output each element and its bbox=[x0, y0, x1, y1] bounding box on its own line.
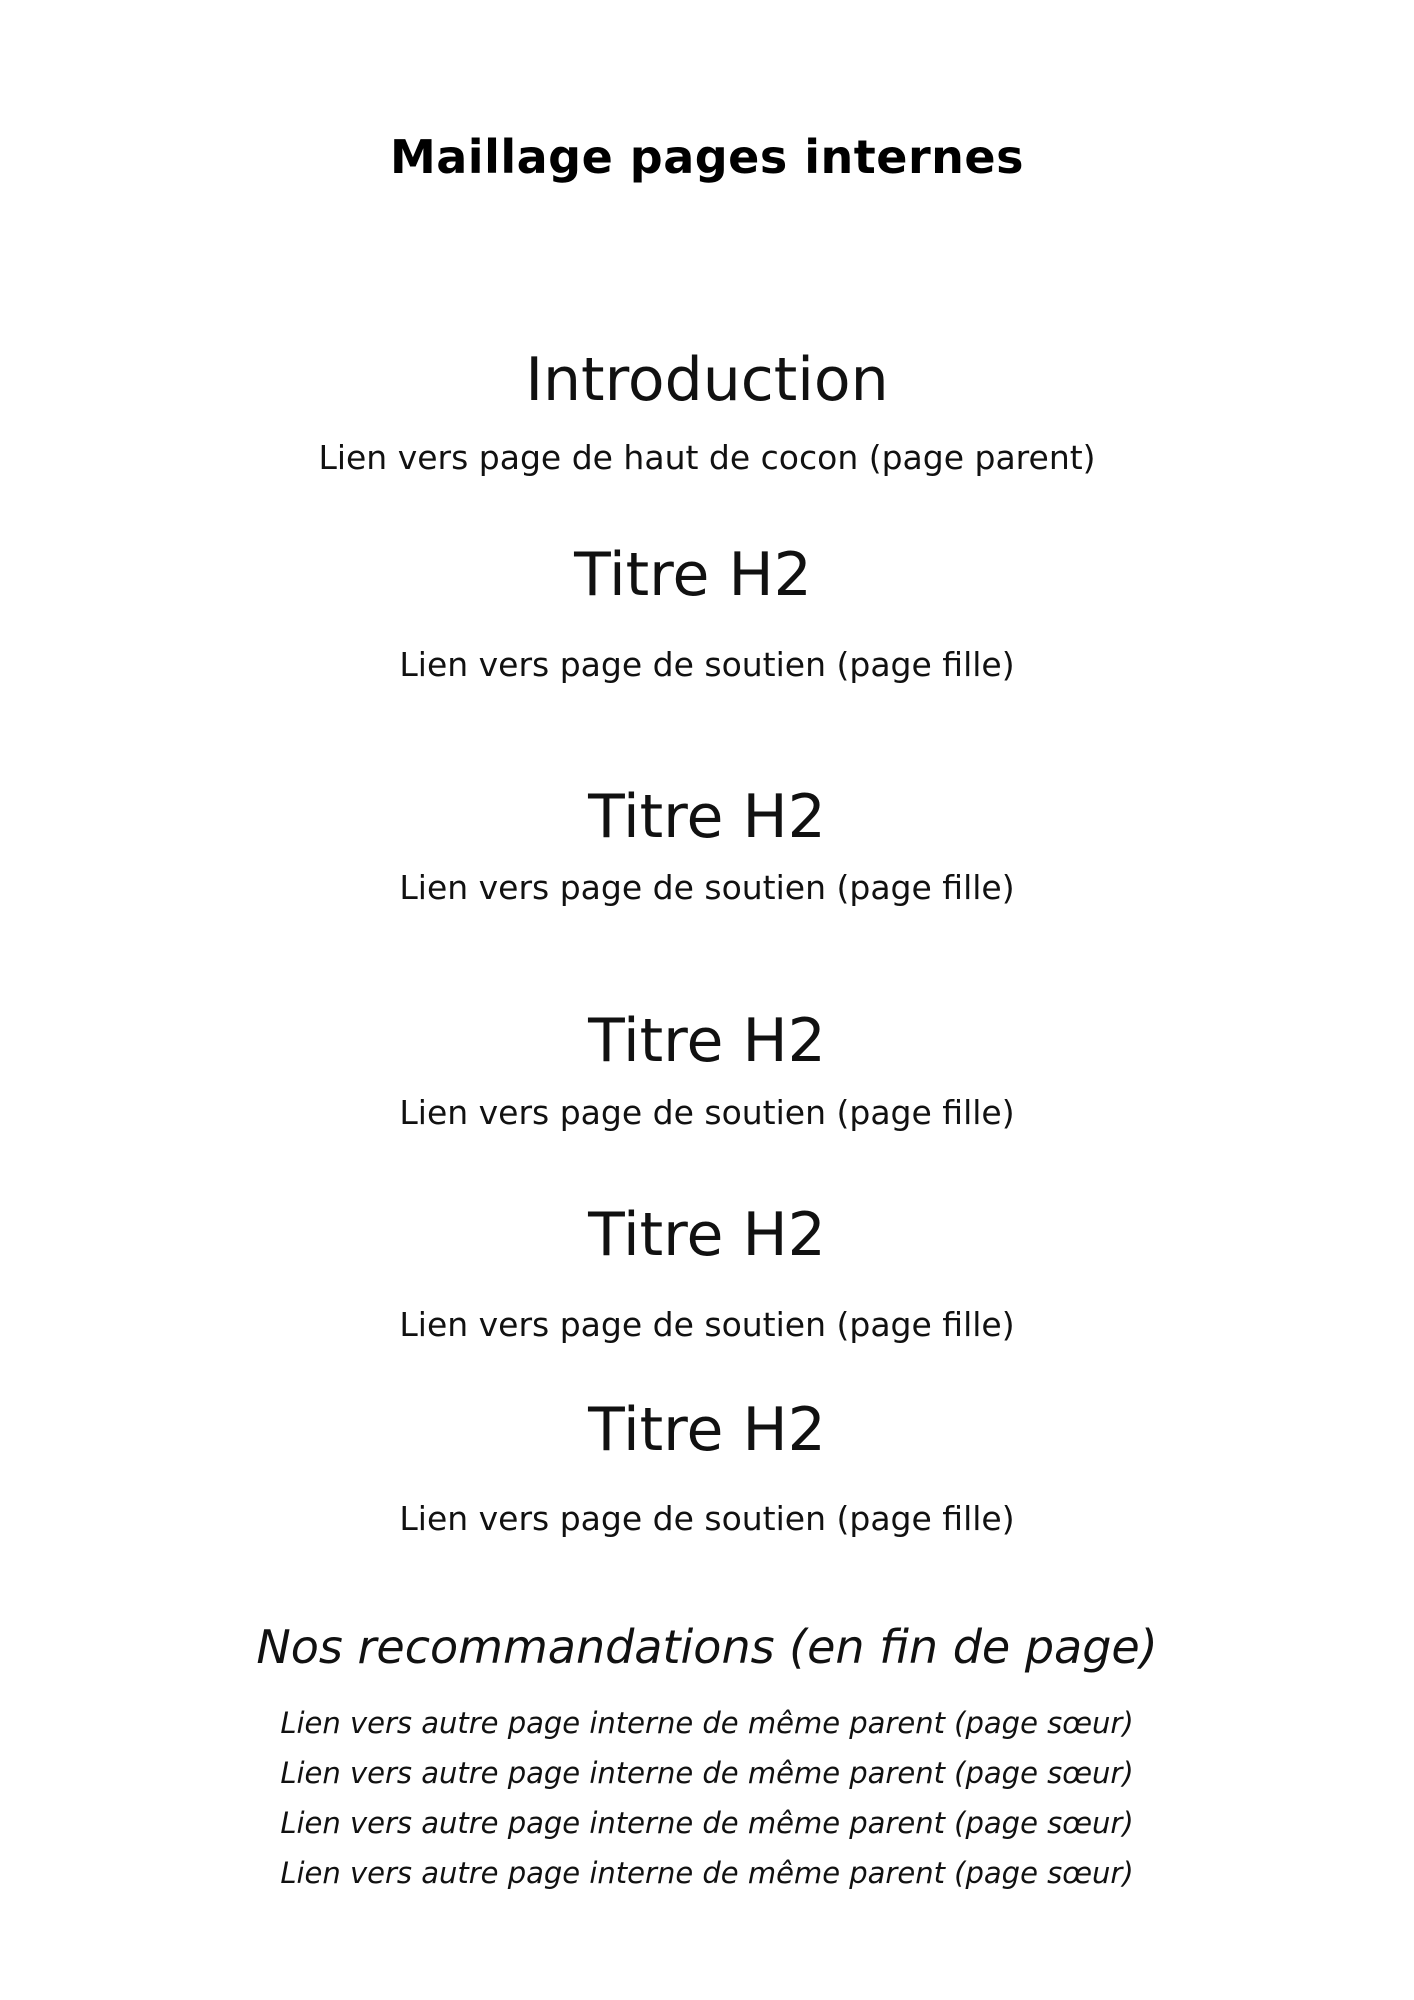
section-heading-3: Titre H2 bbox=[588, 1006, 826, 1076]
section-link-5[interactable]: Lien vers page de soutien (page fille) bbox=[399, 1499, 1015, 1538]
recommendation-link-3[interactable]: Lien vers autre page interne de même parent (page sœur) bbox=[280, 1806, 1134, 1840]
section-heading-5: Titre H2 bbox=[588, 1395, 826, 1465]
section-link-3[interactable]: Lien vers page de soutien (page fille) bbox=[399, 1093, 1015, 1132]
recommendations-heading: Nos recommandations (en fin de page) bbox=[256, 1620, 1158, 1674]
section-heading-4: Titre H2 bbox=[588, 1200, 826, 1270]
recommendation-link-4[interactable]: Lien vers autre page interne de même parent (page sœur) bbox=[280, 1856, 1134, 1890]
section-heading-1: Titre H2 bbox=[574, 540, 812, 610]
intro-heading: Introduction bbox=[525, 345, 889, 415]
recommendation-link-1[interactable]: Lien vers autre page interne de même parent (page sœur) bbox=[280, 1706, 1134, 1740]
intro-parent-link[interactable]: Lien vers page de haut de cocon (page parent) bbox=[318, 438, 1096, 477]
section-heading-2: Titre H2 bbox=[588, 782, 826, 852]
section-link-4[interactable]: Lien vers page de soutien (page fille) bbox=[399, 1305, 1015, 1344]
recommendation-link-2[interactable]: Lien vers autre page interne de même parent (page sœur) bbox=[280, 1756, 1134, 1790]
section-link-2[interactable]: Lien vers page de soutien (page fille) bbox=[399, 868, 1015, 907]
page-title: Maillage pages internes bbox=[389, 130, 1024, 184]
section-link-1[interactable]: Lien vers page de soutien (page fille) bbox=[399, 645, 1015, 684]
